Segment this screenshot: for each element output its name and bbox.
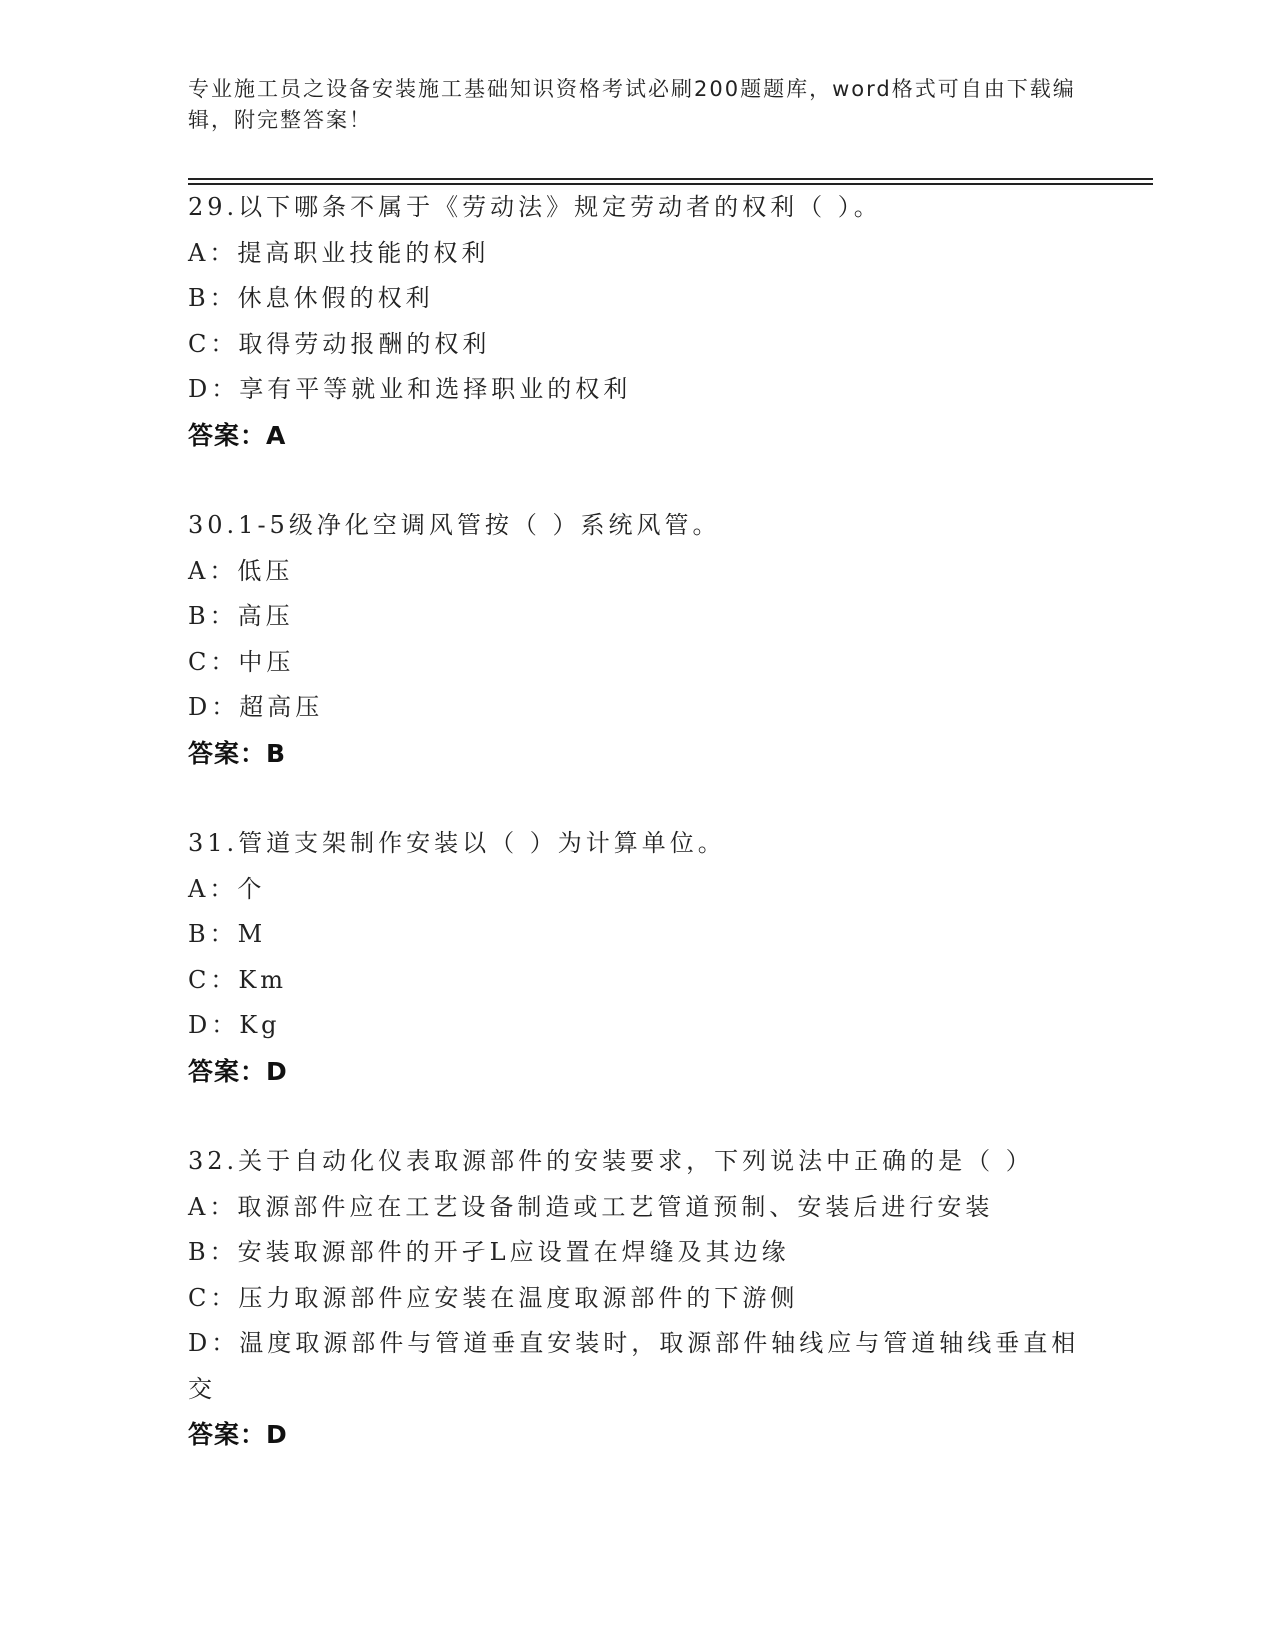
answer: 答案：B xyxy=(188,738,287,768)
question-block xyxy=(188,1139,1088,1458)
option-c: C：取得劳动报酬的权利 xyxy=(188,329,491,358)
option-d: D：超高压 xyxy=(188,693,324,721)
option-c: C：中压 xyxy=(188,647,295,676)
option-a: A：低压 xyxy=(188,556,294,585)
option-b: B：休息休假的权利 xyxy=(188,284,434,312)
question-stem: 31.管道支架制作安装以（ ）为计算单位。 xyxy=(188,829,726,857)
answer: 答案：D xyxy=(188,1056,288,1086)
option-c: C：压力取源部件应安装在温度取源部件的下游侧 xyxy=(188,1283,799,1312)
question-stem: 30.1-5级净化空调风管按（ ）系统风管。 xyxy=(188,511,721,539)
question-block xyxy=(188,503,1088,776)
question-block xyxy=(188,821,1088,1094)
option-d: D：享有平等就业和选择职业的权利 xyxy=(188,375,632,403)
answer: 答案：A xyxy=(188,420,287,450)
option-c: C：Km xyxy=(188,965,288,994)
option-b: B：M xyxy=(188,920,267,948)
question-stem: 29.以下哪条不属于《劳动法》规定劳动者的权利（ ）。 xyxy=(188,193,882,221)
option-d: D：温度取源部件与管道垂直安装时，取源部件轴线应与管道轴线垂直相交 xyxy=(188,1329,1080,1403)
option-d: D：Kg xyxy=(188,1011,281,1039)
option-b: B：高压 xyxy=(188,602,294,630)
question-block xyxy=(188,185,1088,458)
document-header: 专业施工员之设备安装施工基础知识资格考试必刷200题题库，word格式可自由下载编辑，附完整答案！ xyxy=(188,77,1076,132)
option-a: A：提高职业技能的权利 xyxy=(188,238,490,267)
answer: 答案：D xyxy=(188,1420,288,1449)
option-b: B：安装取源部件的开孑L应设置在焊缝及其边缘 xyxy=(188,1238,790,1266)
option-a: A：取源部件应在工艺设备制造或工艺管道预制、安装后进行安装 xyxy=(188,1192,994,1221)
question-stem: 32.关于自动化仪表取源部件的安装要求，下列说法中正确的是（ ） xyxy=(188,1147,1034,1175)
header-divider-top xyxy=(188,178,1153,180)
option-a: A：个 xyxy=(188,874,266,903)
